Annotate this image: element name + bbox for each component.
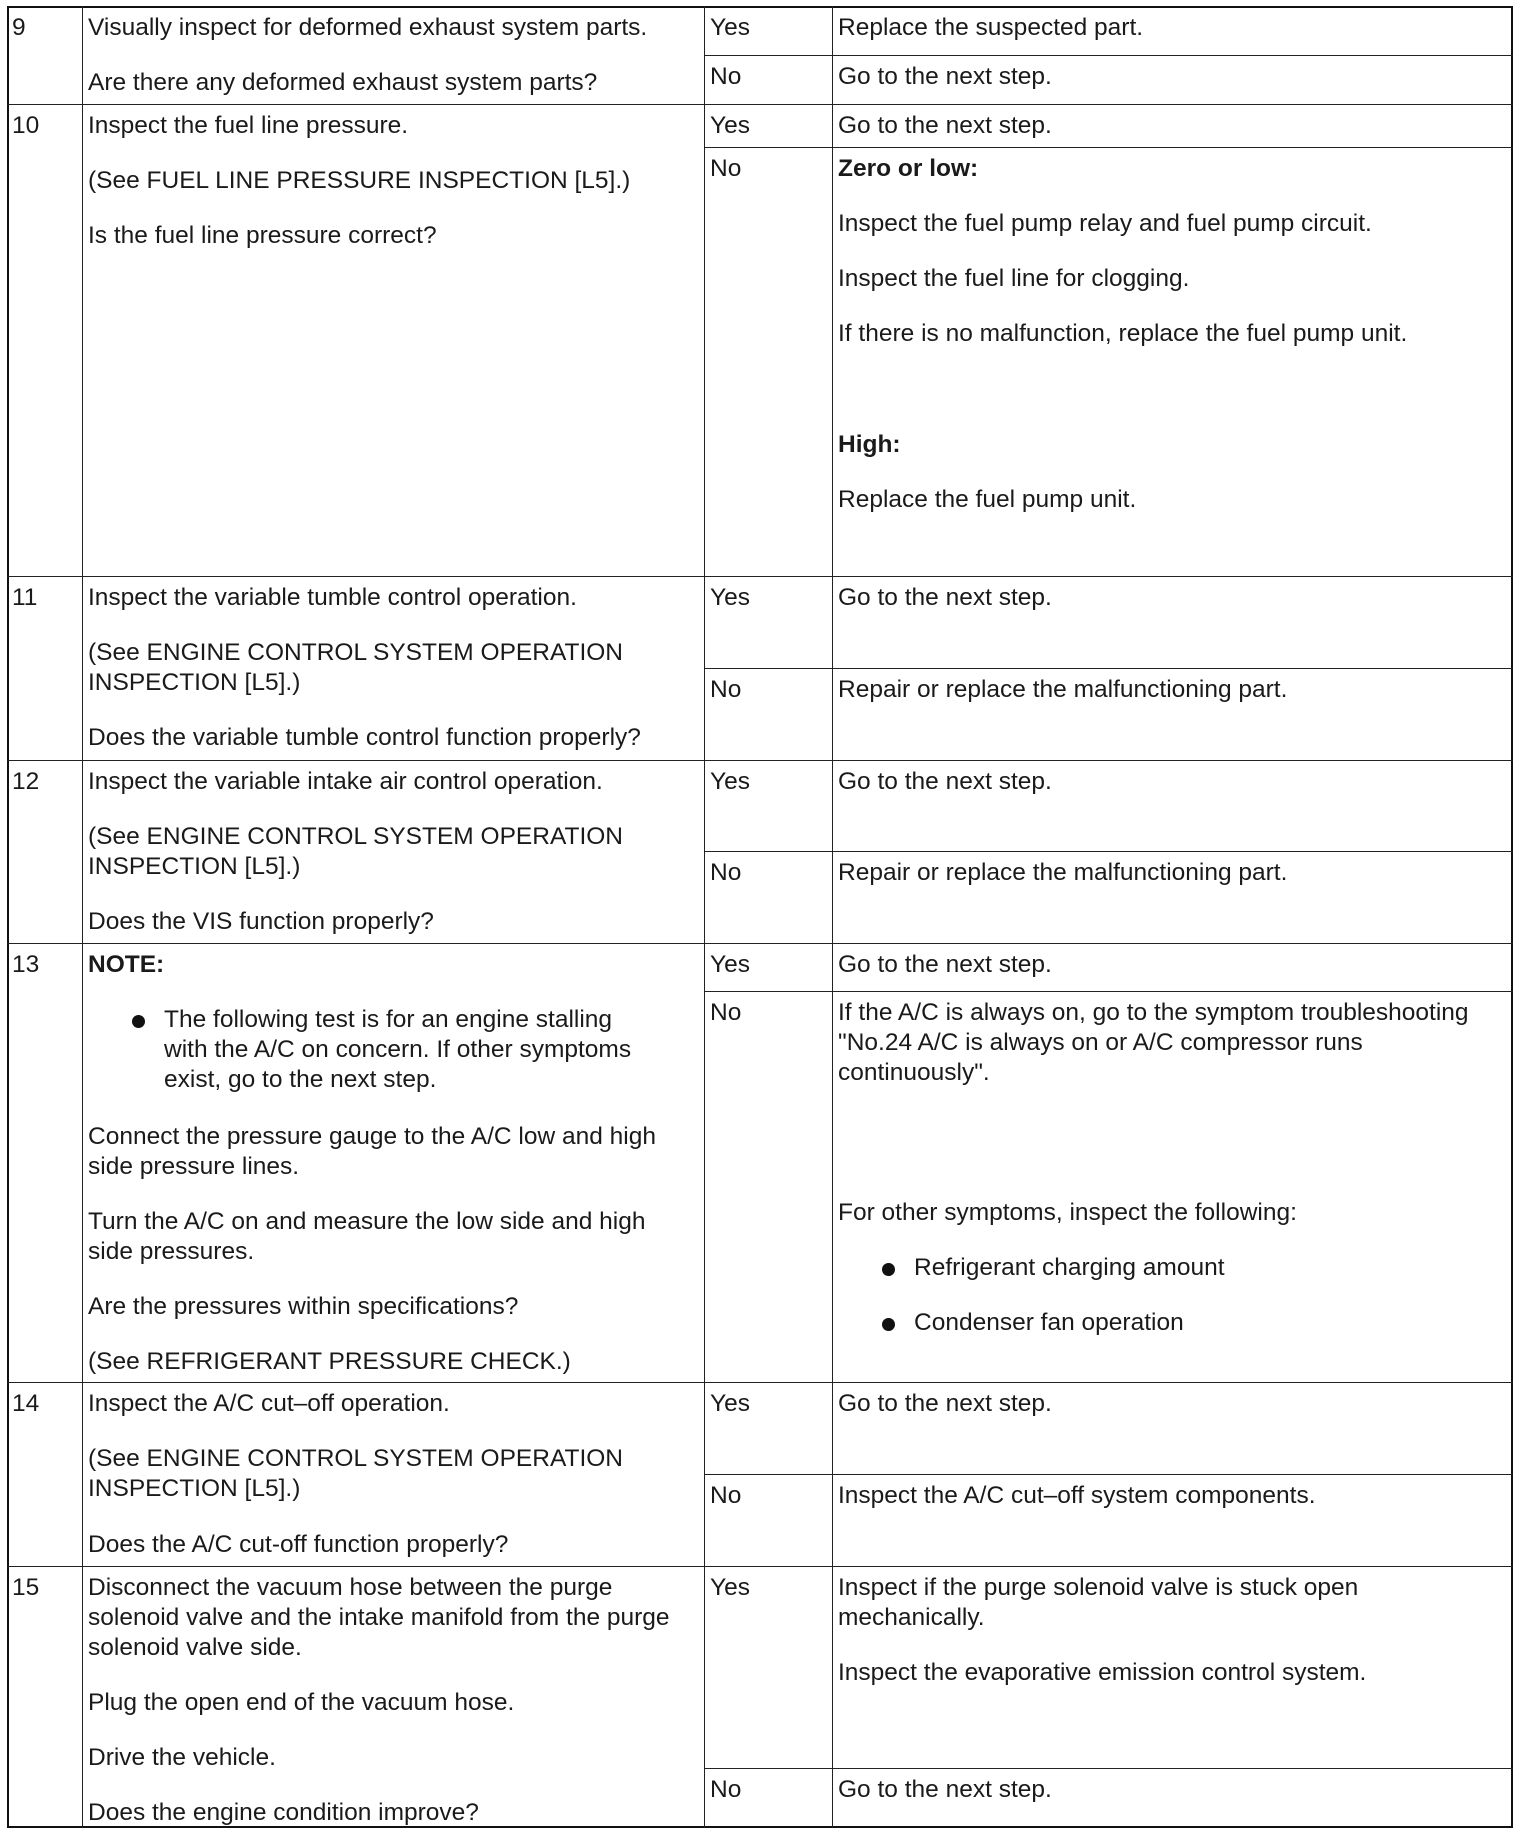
procedure-text: Connect the pressure gauge to the A/C low and high [88, 1123, 656, 1150]
no-action: Go to the next step. [838, 1776, 1052, 1803]
no-action: If there is no malfunction, replace the fuel pump unit. [838, 320, 1408, 347]
step-number: 9 [12, 14, 26, 41]
no-action: "No.24 A/C is always on or A/C compressor runs [838, 1029, 1363, 1056]
column-divider [832, 6, 833, 1828]
step-number: 10 [12, 112, 40, 139]
procedure-text: Is the fuel line pressure correct? [88, 222, 437, 249]
yes-action: Go to the next step. [838, 112, 1052, 139]
yes-action: Go to the next step. [838, 951, 1052, 978]
no-action: If the A/C is always on, go to the symptom troubleshooting [838, 999, 1469, 1026]
yes-action: Go to the next step. [838, 768, 1052, 795]
note-heading: NOTE: [88, 951, 165, 978]
step-number: 15 [12, 1574, 40, 1601]
no-label: No [710, 155, 742, 182]
no-action: Replace the fuel pump unit. [838, 486, 1137, 513]
yes-action: Go to the next step. [838, 584, 1052, 611]
yes-no-divider [704, 1474, 1513, 1475]
procedure-text: Inspect the A/C cut–off operation. [88, 1390, 450, 1417]
no-action: Inspect the fuel pump relay and fuel pump circuit. [838, 210, 1372, 237]
yes-action: Replace the suspected part. [838, 14, 1144, 41]
no-label: No [710, 676, 742, 703]
yes-label: Yes [710, 1390, 750, 1417]
no-action-heading: High: [838, 431, 901, 458]
procedure-text: INSPECTION [L5].) [88, 853, 301, 880]
row-divider [7, 104, 1513, 105]
bullet-icon [132, 1015, 145, 1028]
procedure-text: side pressures. [88, 1238, 255, 1265]
row-divider [7, 576, 1513, 577]
no-action-heading: Zero or low: [838, 155, 979, 182]
no-action-bullet: Refrigerant charging amount [914, 1254, 1225, 1281]
yes-no-divider [704, 55, 1513, 56]
yes-action: Inspect the evaporative emission control system. [838, 1659, 1367, 1686]
no-action: Inspect the fuel line for clogging. [838, 265, 1190, 292]
procedure-text: (See FUEL LINE PRESSURE INSPECTION [L5].) [88, 167, 631, 194]
step-number: 14 [12, 1390, 40, 1417]
yes-label: Yes [710, 951, 750, 978]
procedure-text: Inspect the variable intake air control operation. [88, 768, 603, 795]
yes-no-divider [704, 991, 1513, 992]
procedure-text: side pressure lines. [88, 1153, 300, 1180]
no-action: Repair or replace the malfunctioning part. [838, 859, 1288, 886]
procedure-text: solenoid valve side. [88, 1634, 302, 1661]
step-number: 13 [12, 951, 40, 978]
yes-no-divider [704, 147, 1513, 148]
yes-no-divider [704, 1768, 1513, 1769]
yes-no-divider [704, 668, 1513, 669]
yes-action: Inspect if the purge solenoid valve is stuck open [838, 1574, 1359, 1601]
no-action: For other symptoms, inspect the following: [838, 1199, 1297, 1226]
procedure-text: solenoid valve and the intake manifold from the purge [88, 1604, 670, 1631]
note-text: The following test is for an engine stalling [164, 1006, 613, 1033]
yes-label: Yes [710, 768, 750, 795]
procedure-text: (See REFRIGERANT PRESSURE CHECK.) [88, 1348, 571, 1375]
procedure-text: Does the VIS function properly? [88, 908, 434, 935]
yes-label: Yes [710, 14, 750, 41]
row-divider [7, 1566, 1513, 1567]
procedure-text: Does the variable tumble control function properly? [88, 724, 641, 751]
bullet-icon [882, 1318, 895, 1331]
step-number: 12 [12, 768, 40, 795]
procedure-text: Are there any deformed exhaust system parts? [88, 69, 598, 96]
no-label: No [710, 859, 742, 886]
procedure-text: Are the pressures within specifications? [88, 1293, 519, 1320]
procedure-text: Does the engine condition improve? [88, 1799, 479, 1826]
no-label: No [710, 63, 742, 90]
procedure-text: Disconnect the vacuum hose between the purge [88, 1574, 613, 1601]
no-action: Repair or replace the malfunctioning part. [838, 676, 1288, 703]
no-action-bullet: Condenser fan operation [914, 1309, 1184, 1336]
procedure-text: Inspect the variable tumble control operation. [88, 584, 577, 611]
yes-label: Yes [710, 584, 750, 611]
no-label: No [710, 1482, 742, 1509]
yes-label: Yes [710, 1574, 750, 1601]
procedure-text: INSPECTION [L5].) [88, 1475, 301, 1502]
procedure-text: (See ENGINE CONTROL SYSTEM OPERATION [88, 823, 624, 850]
column-divider [82, 6, 83, 1828]
row-divider [7, 760, 1513, 761]
procedure-text: Turn the A/C on and measure the low side and high [88, 1208, 646, 1235]
no-action: Go to the next step. [838, 63, 1052, 90]
no-label: No [710, 999, 742, 1026]
procedure-text: INSPECTION [L5].) [88, 669, 301, 696]
procedure-text: (See ENGINE CONTROL SYSTEM OPERATION [88, 1445, 624, 1472]
no-action: Inspect the A/C cut–off system components. [838, 1482, 1316, 1509]
step-number: 11 [12, 584, 38, 611]
no-label: No [710, 1776, 742, 1803]
procedure-text: (See ENGINE CONTROL SYSTEM OPERATION [88, 639, 624, 666]
note-text: with the A/C on concern. If other symptoms [164, 1036, 632, 1063]
procedure-text: Does the A/C cut-off function properly? [88, 1531, 509, 1558]
note-text: exist, go to the next step. [164, 1066, 437, 1093]
yes-action: mechanically. [838, 1604, 985, 1631]
row-divider [7, 1382, 1513, 1383]
procedure-text: Drive the vehicle. [88, 1744, 276, 1771]
column-divider [704, 6, 705, 1828]
no-action: continuously". [838, 1059, 990, 1086]
procedure-text: Visually inspect for deformed exhaust system parts. [88, 14, 648, 41]
row-divider [7, 943, 1513, 944]
yes-label: Yes [710, 112, 750, 139]
procedure-text: Plug the open end of the vacuum hose. [88, 1689, 515, 1716]
yes-no-divider [704, 851, 1513, 852]
yes-action: Go to the next step. [838, 1390, 1052, 1417]
bullet-icon [882, 1263, 895, 1276]
procedure-text: Inspect the fuel line pressure. [88, 112, 409, 139]
